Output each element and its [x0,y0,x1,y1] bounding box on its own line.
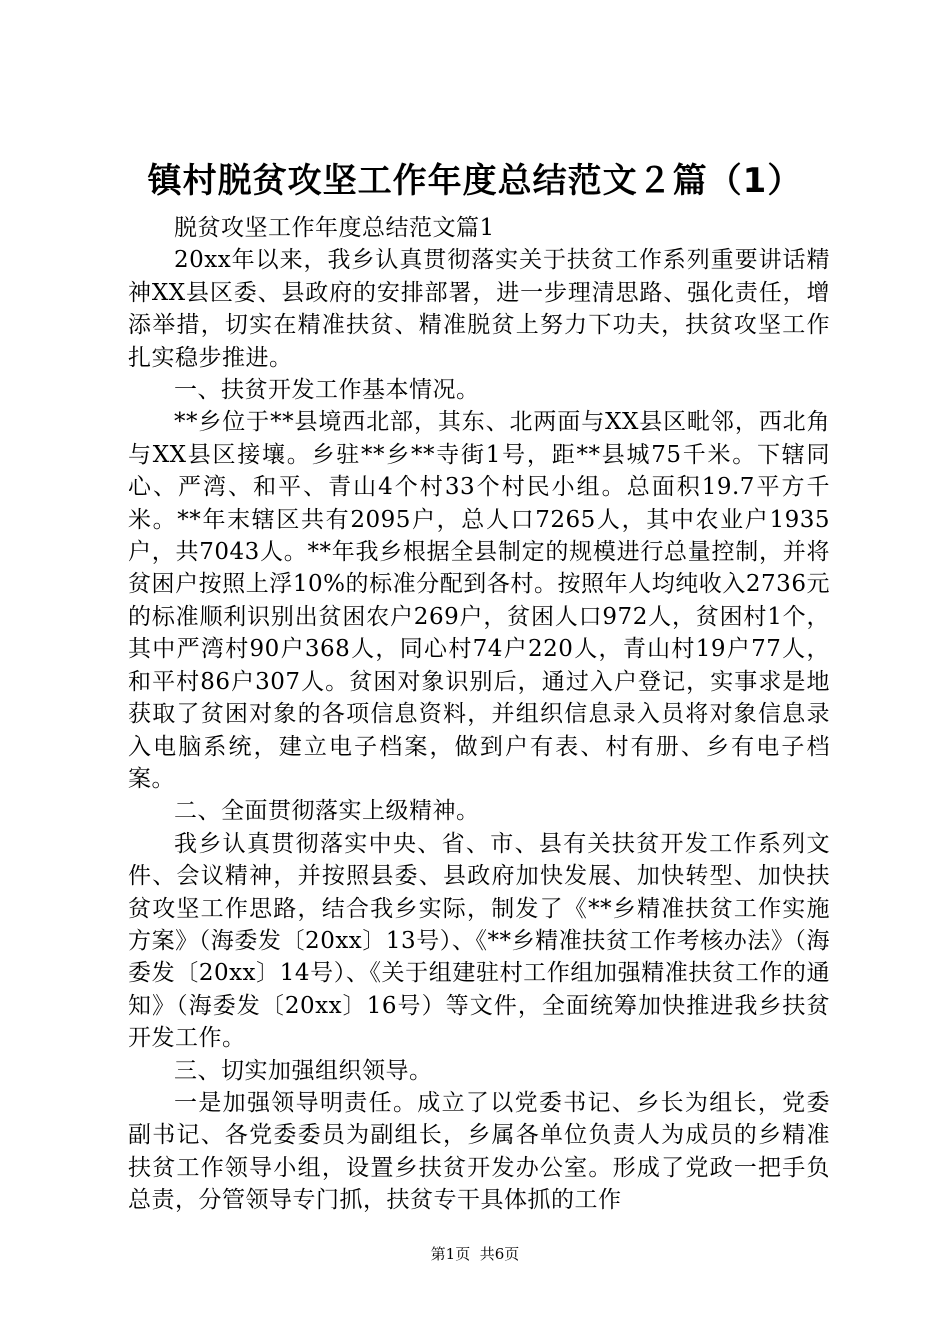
page-number: 第1页 [430,1245,471,1263]
section-heading: 一、扶贫开发工作基本情况。 [174,377,480,404]
section-heading: 三、切实加强组织领导。 [174,1057,433,1084]
page-total: 共6页 [479,1245,520,1263]
body-paragraph: 我乡认真贯彻落实中央、省、市、县有关扶贫开发工作系列文件、会议精神，并按照县委、县政府加快发展、加快转型、加快扶贫攻坚工作思路，结合我乡实际，制发了《**乡精准扶贫工作实施方案》（海委发〔20xx〕13号）、《**乡精准扶贫工作考核办法》（海委发〔20xx〕14号）、《关于组建驻村工作组加强精准扶贫工作的通知》（海委发〔20xx〕16号）等文件，全面统筹加快推进我乡扶贫开发工作。 [128,830,830,1052]
document-body [128,212,830,1217]
page-footer [0,1244,950,1264]
section-heading: 二、全面贯彻落实上级精神。 [174,798,480,825]
body-paragraph: **乡位于**县境西北部，其东、北两面与XX县区毗邻，西北角与XX县区接壤。乡驻**乡**寺街1号，距**县城75千米。下辖同心、严湾、和平、青山4个村33个村民小组。总面积19.7平方千米。**年末辖区共有2095户，总人口7265人，其中农业户1935户，共7043人。**年我乡根据全县制定的规模进行总量控制，并将贫困户按照上浮10%的标准分配到各村。按照年人均纯收入2736元的标准顺利识别出贫困农户269户，贫困人口972人，贫困村1个，其中严湾村90户368人，同心村74户220人，青山村19户77人，和平村86户307人。贫困对象识别后，通过入户登记，实事求是地获取了贫困对象的各项信息资料，并组织信息录入员将对象信息录入电脑系统，建立电子档案，做到户有表、村有册、乡有电子档案。 [128,409,830,792]
body-paragraph: 一是加强领导明责任。成立了以党委书记、乡长为组长，党委副书记、各党委委员为副组长，乡属各单位负责人为成员的乡精准扶贫工作领导小组，设置乡扶贫开发办公室。形成了党政一把手负总责，分管领导专门抓，扶贫专干具体抓的工作 [128,1089,830,1214]
body-paragraph: 20xx年以来，我乡认真贯彻落实关于扶贫工作系列重要讲话精神XX县区委、县政府的安排部署，进一步理清思路、强化责任，增添举措，切实在精准扶贫、精准脱贫上努力下功夫，扶贫攻坚工作扎实稳步推进。 [128,247,830,371]
document-title: 镇村脱贫攻坚工作年度总结范文２篇（1） [147,161,803,201]
subtitle-paragraph: 脱贫攻坚工作年度总结范文篇1 [174,215,495,241]
